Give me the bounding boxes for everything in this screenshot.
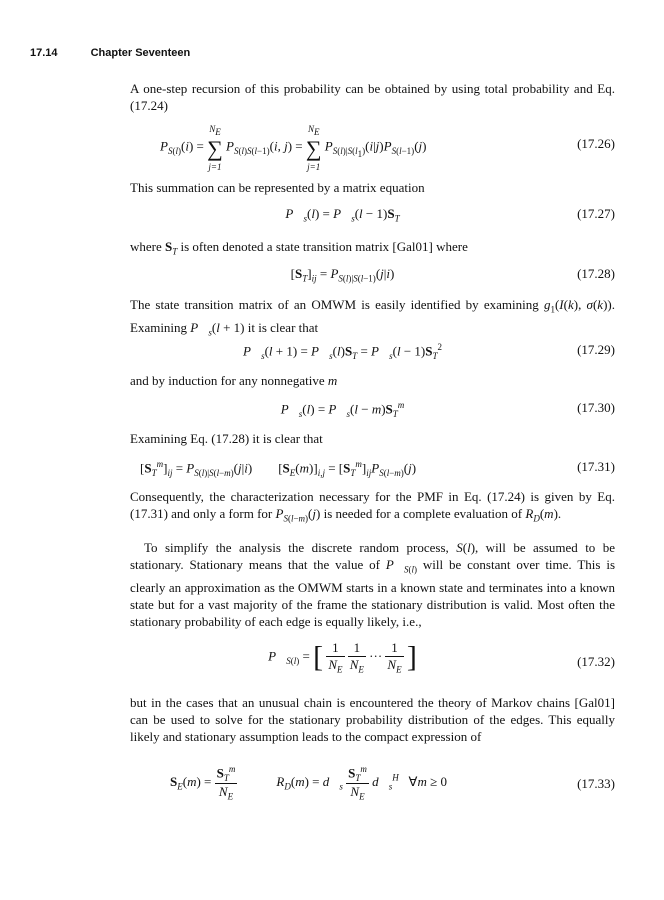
equation-body: $P⃗_s(l)$ = $P⃗_s(l - m)S_T^m$ <box>280 400 405 419</box>
equation-number: (17.28) <box>577 266 615 281</box>
page-header <box>30 47 190 59</box>
equation-body: $P_{S(l)}(i) = N_E$ ∑ j=1 $P_{S(l)S(l-1)}(i$, $j) = N_E$ ∑ j=1 $P_{S(l)|S(l_1)}(i|j)P_{S(l-1)}(j)$ <box>160 124 427 172</box>
equation <box>130 459 615 479</box>
equation <box>130 122 615 172</box>
equation-body: $S_E(m)$ = $\frac{S_T^m}{N_E}$ $R_D(m)$ = $d⃗_s$ $\frac{S_T^m}{N_E}$ $d⃗_s^H$ ∀m ≥ 0 <box>170 764 447 802</box>
equation-number: (17.26) <box>577 136 615 151</box>
equation <box>130 400 615 420</box>
equation <box>130 342 615 362</box>
paragraph: where $S_T$ is often denoted a state transition matrix [Gal01] where <box>130 239 468 257</box>
paragraph: Examining Eq. (17.28) it is clear that <box>130 431 323 446</box>
page-number: 17.14 <box>30 47 58 59</box>
paragraph: A one-step recursion of this probability can be obtained by using total probability and Eq. (17.24) <box>130 81 615 113</box>
equation-number: (17.30) <box>577 400 615 415</box>
paragraph: To simplify the analysis the discrete random process, S(l), will be assumed to be stationary. Stationary means that the value of $P⃗_{S(l)}$ will be constant over time. This is clearly an approximation as the OMWM starts in a known state and terminates into a known state but for a vast majority of the frame the stationary distribution is valid. Most often the stationary probability of each edge is equally likely, i.e., <box>130 540 615 629</box>
equation-number: (17.32) <box>577 654 615 669</box>
equation-body: $P⃗_s(l)$ = $P⃗_s(l - 1)S_T$ <box>285 206 400 224</box>
equation-body: $[S_T]_{ij} = P_{S(l)|S(l-1)}(j|i)$ <box>290 266 395 284</box>
equation-number: (17.29) <box>577 342 615 357</box>
paragraph: but in the cases that an unusual chain is encountered the theory of Markov chains [Gal01] can be used to solve for the stationary probability distribution of the edges. This equally likely and stationary assumption leads to the compact expression of <box>130 695 615 744</box>
equation <box>130 206 615 226</box>
equation <box>130 266 615 286</box>
paragraph: and by induction for any nonnegative m <box>130 373 338 388</box>
equation-body: $[S_T^m]_{ij} = P_{S(l)|S(l-m)}(j|i)$ $[S_E(m)]_{i,j} = [S_T^m]_{ij}P_{S(l-m)}(j)$ <box>140 459 417 478</box>
equation-body: $P⃗_s(l + 1)$ = $P⃗_s(l)S_T$ = $P⃗_s(l - 1)S_T^2$ <box>243 342 442 361</box>
paragraph: The state transition matrix of an OMWM is easily identified by examining $g_1(I(k)$, σ(k)). Examining $P⃗_s(l + 1)$ it is clear that <box>130 297 615 338</box>
equation <box>130 640 615 680</box>
equation-number: (17.27) <box>577 206 615 221</box>
equation <box>130 764 615 804</box>
equation-body: $P⃗_{S(l)}$ = [ $\frac{1}{N_E}$ $\frac{1}{N_E}$ ··· $\frac{1}{N_E}$ ] <box>268 640 417 675</box>
equation-number: (17.31) <box>577 459 615 474</box>
paragraph: This summation can be represented by a matrix equation <box>130 180 425 195</box>
equation-number: (17.33) <box>577 776 615 791</box>
chapter-title: Chapter Seventeen <box>90 47 191 59</box>
paragraph: Consequently, the characterization necessary for the PMF in Eq. (17.24) is given by Eq. (17.31) and only a form for $P_{S(l-m)}(j)$ is needed for a complete evaluation of $R_D(m)$. <box>130 489 615 524</box>
